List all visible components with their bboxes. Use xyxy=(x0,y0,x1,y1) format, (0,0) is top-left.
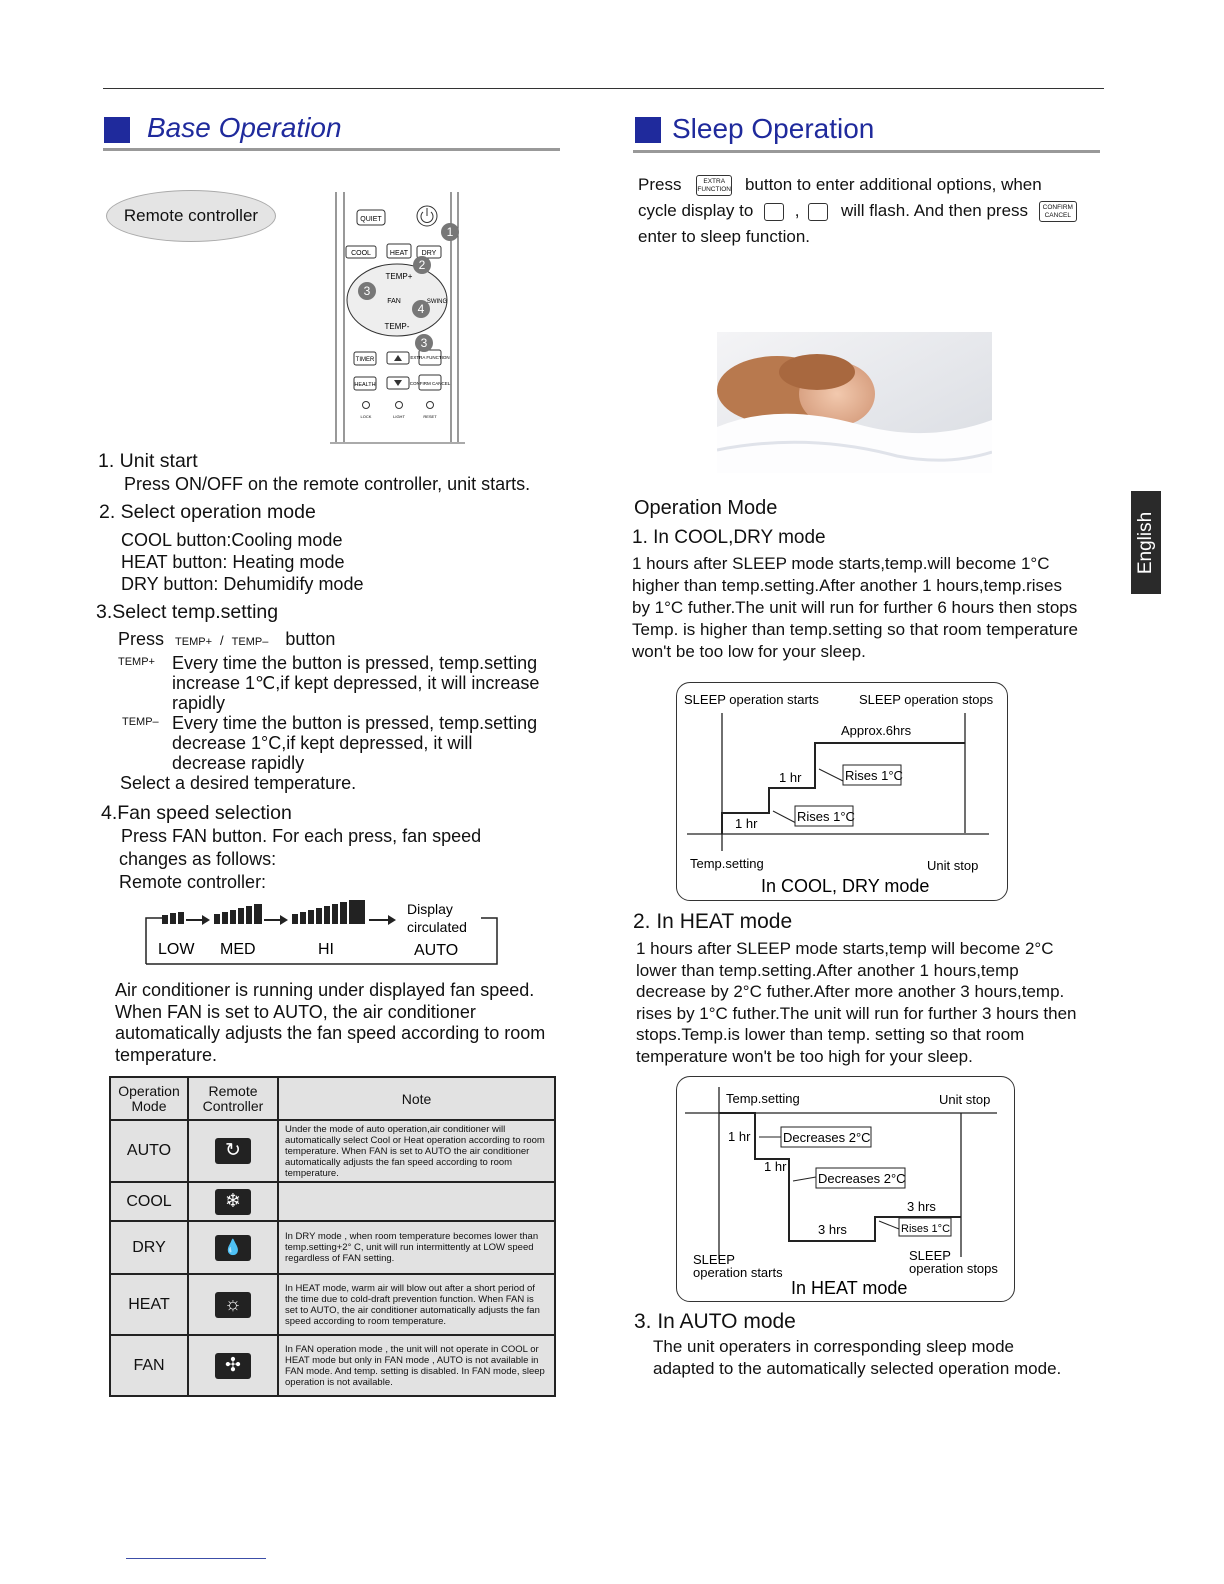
extra-function-icon: EXTRA FUNCTION xyxy=(696,175,732,196)
fan-speed-diagram xyxy=(144,898,504,968)
table-row: COOL ❄ xyxy=(110,1182,555,1221)
svg-text:3: 3 xyxy=(363,284,371,298)
top-rule xyxy=(103,88,1104,89)
svg-text:AUTO: AUTO xyxy=(414,942,459,959)
svg-text:EXTRA FUNCTION: EXTRA FUNCTION xyxy=(410,355,450,360)
svg-text:FAN: FAN xyxy=(387,298,401,305)
svg-text:LIGHT: LIGHT xyxy=(393,414,405,419)
table-row: HEAT ☼ In HEAT mode, warm air will blow out after a short period of the time due to cold-draft prevention function. When FAN is set to AUTO, the air conditioner automatically adjusts the fan speed according to room temperature. xyxy=(110,1274,555,1335)
auto-text: The unit operaters in corresponding sleep mode adapted to the automatically selected operation mode. xyxy=(653,1337,1062,1378)
svg-text:Rises 1°C: Rises 1°C xyxy=(901,1223,951,1235)
svg-text:SLEEP operation stops: SLEEP operation stops xyxy=(859,692,994,707)
svg-text:HEALTH: HEALTH xyxy=(354,382,376,388)
cool-dry-title: 1. In COOL,DRY mode xyxy=(632,527,826,548)
step3-title: 3.Select temp.setting xyxy=(96,601,279,623)
svg-text:CONFIRM CANCEL: CONFIRM CANCEL xyxy=(409,381,451,386)
svg-text:1: 1 xyxy=(446,225,454,239)
svg-text:Display: Display xyxy=(407,901,453,917)
remote-controller-illustration xyxy=(330,192,465,447)
svg-text:1 hr: 1 hr xyxy=(735,816,758,831)
step3-select: Select a desired temperature. xyxy=(120,773,357,793)
temp-minus-label: TEMP– xyxy=(122,716,159,728)
auto-icon: ↻ xyxy=(215,1138,251,1164)
svg-text:In COOL, DRY mode: In COOL, DRY mode xyxy=(761,876,930,896)
svg-text:HEAT: HEAT xyxy=(389,250,409,257)
quiet-label: QUIET xyxy=(360,216,382,223)
table-header-row xyxy=(110,1077,555,1120)
svg-text:TIMER: TIMER xyxy=(355,357,375,363)
svg-text:SLEEP operation starts: SLEEP operation starts xyxy=(684,692,819,707)
cool-dry-diagram xyxy=(676,682,1008,901)
step2-title: 2. Select operation mode xyxy=(99,501,316,523)
temp-plus-text: Every time the button is pressed, temp.setting increase 1℃,if kept depressed, it will increase rapidly xyxy=(172,653,540,713)
table-row: DRY 💧 In DRY mode , when room temperature becomes lower than temp.setting+2° C, unit will run intermittently at LOW speed regardless of FAN setting. xyxy=(110,1221,555,1274)
svg-text:COOL: COOL xyxy=(351,250,371,257)
svg-text:HI: HI xyxy=(318,941,334,958)
svg-text:DRY: DRY xyxy=(421,250,437,257)
svg-text:Unit stop: Unit stop xyxy=(927,858,979,873)
svg-text:Decreases 2°C: Decreases 2°C xyxy=(783,1130,871,1145)
step4-text: Press FAN button. For each press, fan speed changes as follows: Remote controller: xyxy=(119,826,482,892)
sleeping-woman-photo xyxy=(717,332,992,473)
svg-text:3: 3 xyxy=(420,336,428,350)
droplet-icon: 💧 xyxy=(215,1235,251,1261)
svg-text:1 hr: 1 hr xyxy=(764,1159,787,1174)
svg-text:operation stops: operation stops xyxy=(909,1261,998,1276)
sleep-operation-title: Sleep Operation xyxy=(672,113,875,144)
svg-text:SLEEP: SLEEP xyxy=(909,1248,951,1263)
svg-text:MED: MED xyxy=(220,941,256,958)
temp-plus-label: TEMP+ xyxy=(118,656,155,668)
base-operation-title: Base Operation xyxy=(147,112,342,143)
svg-text:3 hrs: 3 hrs xyxy=(818,1222,847,1237)
svg-text:TEMP-: TEMP- xyxy=(384,322,410,331)
section-rule xyxy=(103,148,560,151)
step3-press: Press TEMP+ / TEMP– button xyxy=(118,629,336,649)
sleep-clock-icon xyxy=(764,203,784,221)
operation-mode-table xyxy=(109,1076,556,1397)
fan-icon: ✣ xyxy=(215,1353,251,1379)
heat-text: 1 hours after SLEEP mode starts,temp will become 2°C lower than temp.setting.After another 1 hours,temp decrease by 2°C futher.After more another 3 hours,temp. rises by 1°C futher.The unit will run for further 3 hours then stops.Temp.is lower than temp. setting so that room temperature won't be too high for your sleep. xyxy=(636,939,1077,1066)
remote-controller-label: Remote controller xyxy=(106,190,276,242)
table-row: AUTO ↻ Under the mode of auto operation,air conditioner will automatically select Cool or Heat operation according to room temperature. When FAN is set to AUTO the air conditioner automatically adjusts the fan speed according to room temperature. xyxy=(110,1120,555,1182)
svg-text:Temp.setting: Temp.setting xyxy=(726,1091,800,1106)
section-rule xyxy=(633,150,1100,153)
sleep-intro: Press EXTRA FUNCTION button to enter additional options, when cycle display to , will flash. And then press CONFIRM CANCEL enter to sleep function. xyxy=(638,172,1108,250)
svg-text:1 hr: 1 hr xyxy=(728,1129,751,1144)
step1-text: Press ON/OFF on the remote controller, unit starts. xyxy=(124,474,531,494)
auto-title: 3. In AUTO mode xyxy=(634,1310,796,1333)
svg-text:SLEEP: SLEEP xyxy=(693,1252,735,1267)
heat-title: 2. In HEAT mode xyxy=(633,910,793,933)
svg-text:circulated: circulated xyxy=(407,919,467,935)
snowflake-icon: ❄ xyxy=(215,1189,251,1215)
svg-text:operation starts: operation starts xyxy=(693,1265,783,1280)
header-note: Note xyxy=(278,1077,555,1120)
step4-title: 4.Fan speed selection xyxy=(101,802,292,824)
step1-title: 1. Unit start xyxy=(98,450,198,472)
svg-text:Rises 1°C: Rises 1°C xyxy=(845,768,903,783)
header-remote-controller: Remote Controller xyxy=(188,1077,278,1120)
svg-text:1 hr: 1 hr xyxy=(779,770,802,785)
svg-text:Temp.setting: Temp.setting xyxy=(690,856,764,871)
svg-text:Approx.6hrs: Approx.6hrs xyxy=(841,723,912,738)
svg-text:TEMP+: TEMP+ xyxy=(385,272,413,281)
sleep-clock-icon xyxy=(808,203,828,221)
sun-icon: ☼ xyxy=(215,1292,251,1318)
header-operation-mode: Operation Mode xyxy=(110,1077,188,1120)
confirm-cancel-icon: CONFIRM CANCEL xyxy=(1039,201,1077,222)
svg-text:3 hrs: 3 hrs xyxy=(907,1199,936,1214)
section-marker xyxy=(104,117,130,143)
svg-text:2: 2 xyxy=(418,258,426,272)
svg-text:4: 4 xyxy=(417,302,425,316)
svg-text:LOW: LOW xyxy=(158,941,195,958)
svg-text:Rises 1°C: Rises 1°C xyxy=(797,809,855,824)
bottom-rule xyxy=(126,1558,266,1559)
svg-text:Unit stop: Unit stop xyxy=(939,1092,991,1107)
step2-list: COOL button:Cooling mode HEAT button: Heating mode DRY button: Dehumidify mode xyxy=(121,530,364,594)
svg-text:LOCK: LOCK xyxy=(360,414,372,419)
svg-text:SWING: SWING xyxy=(426,299,448,305)
operation-mode-title: Operation Mode xyxy=(634,497,778,519)
table-row: FAN ✣ In FAN operation mode , the unit will not operate in COOL or HEAT mode but only in FAN mode , AUTO is not available in FAN mode. And temp. setting is disabled. In FAN mode, sleep operation is not available. xyxy=(110,1335,555,1396)
section-marker xyxy=(635,117,661,143)
svg-text:Decreases 2°C: Decreases 2°C xyxy=(818,1171,906,1186)
fan-paragraph: Air conditioner is running under displayed fan speed. When FAN is set to AUTO, the air conditioner automatically adjusts the fan speed according to room temperature. xyxy=(115,980,546,1065)
svg-text:In HEAT mode: In HEAT mode xyxy=(791,1278,908,1298)
language-tab-english: English xyxy=(1131,491,1161,594)
heat-diagram xyxy=(676,1076,1015,1302)
temp-minus-text: Every time the button is pressed, temp.setting decrease 1°C,if kept depressed, it will decrease rapidly xyxy=(172,713,538,773)
svg-text:RESET: RESET xyxy=(423,414,437,419)
cool-dry-text: 1 hours after SLEEP mode starts,temp.will become 1°C higher than temp.setting.After another 1 hours,temp.rises by 1°C futher.The unit will run for further 6 hours then stops Temp. is higher than temp.setting so that room temperature won't be too low for your sleep. xyxy=(632,554,1079,661)
